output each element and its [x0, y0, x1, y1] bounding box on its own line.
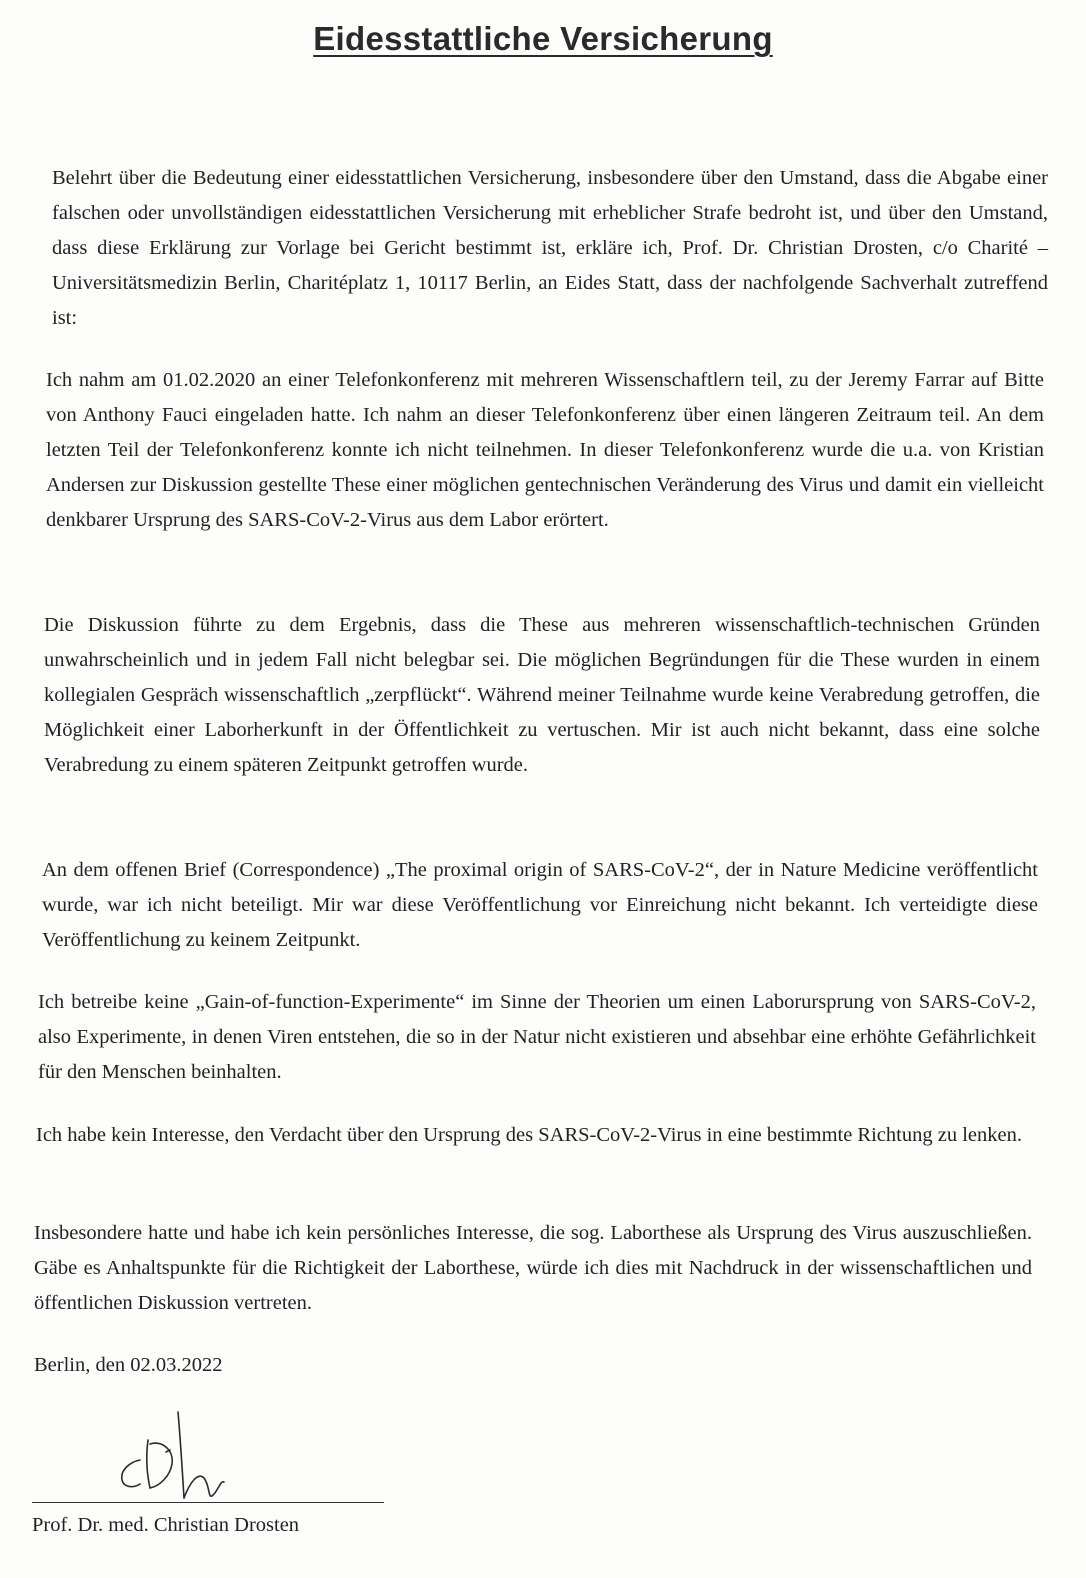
- paragraph-diskussion: Die Diskussion führte zu dem Ergebnis, dass die These aus mehreren wissenschaftlich-technischen Gründen unwahrscheinlich und in jedem Fall nicht belegbar sei. Die möglichen Begründungen für die These wurden in einem kollegialen Gespräch wissenschaftlich „zerpflückt“. Während meiner Teilnahme wurde keine Verabredung getroffen, die Möglichkeit einer Laborherkunft in der Öffentlichkeit zu vertuschen. Mir ist auch nicht bekannt, dass eine solche Verabredung zu einem späteren Zeitpunkt getroffen wurde.: [44, 614, 1040, 776]
- paragraph-offener-brief: An dem offenen Brief (Correspondence) „The proximal origin of SARS-CoV-2“, der in Nature Medicine veröffentlicht wurde, war ich nicht beteiligt. Mir war diese Veröffentlichung vor Einreichung nicht bekannt. Ich verteidigte diese Veröffentlichung zu keinem Zeitpunkt.: [42, 859, 1038, 951]
- place-date: Berlin, den 02.03.2022: [34, 1354, 223, 1376]
- document-title: [0, 20, 1086, 58]
- paragraph-telefonkonferenz: Ich nahm am 01.02.2020 an einer Telefonkonferenz mit mehreren Wissenschaftlern teil, zu der Jeremy Farrar auf Bitte von Anthony Fauci eingeladen hatte. Ich nahm an dieser Telefonkonferenz über einen längeren Zeitraum teil. An dem letzten Teil der Telefonkonferenz konnte ich nicht teilnehmen. In dieser Telefonkonferenz wurde die u.a. von Kristian Andersen zur Diskussion gestellte These einer möglichen gentechnischen Veränderung des Virus und damit ein vielleicht denkbarer Ursprung des SARS-CoV-2-Virus aus dem Labor erörtert.: [46, 369, 1044, 531]
- document-title-text: Eidesstattliche Versicherung: [313, 20, 773, 57]
- paragraph-preamble: Belehrt über die Bedeutung einer eidesstattlichen Versicherung, insbesondere über den Umstand, dass die Abgabe einer falschen oder unvollständigen eidesstattlichen Versicherung mit erheblicher Strafe bedroht ist, und über den Umstand, dass diese Erklärung zur Vorlage bei Gericht bestimmt ist, erkläre ich, Prof. Dr. Christian Drosten, c/o Charité – Universitätsmedizin Berlin, Charitéplatz 1, 10117 Berlin, an Eides Statt, dass der nachfolgende Sachverhalt zutreffend ist:: [52, 167, 1048, 329]
- signer-name: Prof. Dr. med. Christian Drosten: [32, 1514, 300, 1536]
- paragraph-interesse: Ich habe kein Interesse, den Verdacht über den Ursprung des SARS-CoV-2-Virus in eine bestimmte Richtung zu lenken.: [36, 1124, 1022, 1146]
- handwritten-signature: [100, 1400, 280, 1510]
- signature-line: [32, 1502, 384, 1503]
- paragraph-gain-of-function: Ich betreibe keine „Gain-of-function-Experimente“ im Sinne der Theorien um einen Laborursprung von SARS-CoV-2, also Experimente, in denen Viren entstehen, die so in der Natur nicht existieren und absehbar eine erhöhte Gefährlichkeit für den Menschen beinhalten.: [38, 991, 1036, 1083]
- paragraph-laborthese: Insbesondere hatte und habe ich kein persönliches Interesse, die sog. Laborthese als Ursprung des Virus auszuschließen. Gäbe es Anhaltspunkte für die Richtigkeit der Laborthese, würde ich dies mit Nachdruck in der wissenschaftlichen und öffentlichen Diskussion vertreten.: [34, 1222, 1032, 1314]
